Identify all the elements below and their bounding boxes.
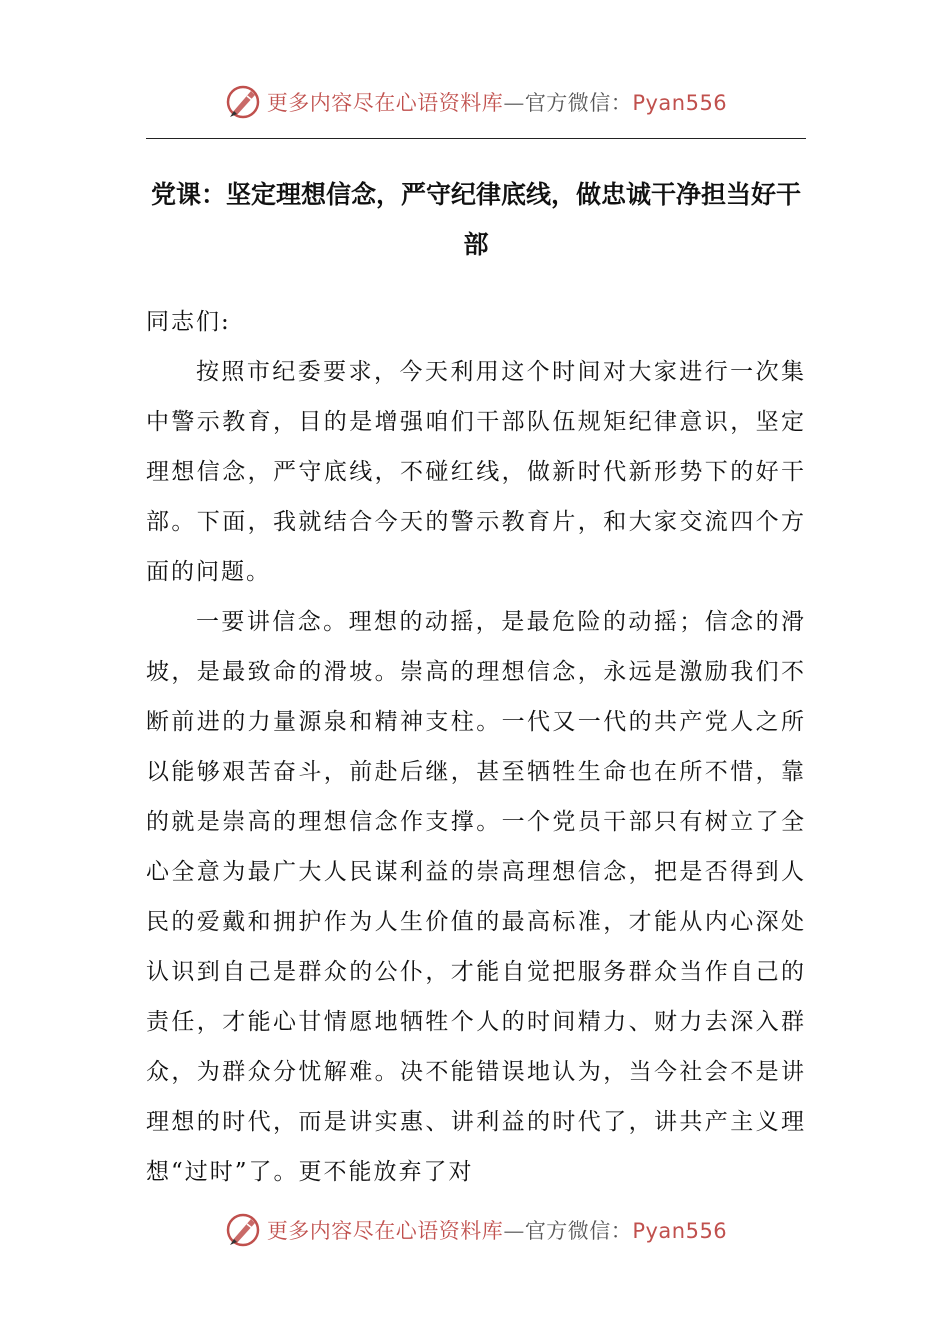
watermark-wechat-label: 官方微信： — [524, 1219, 633, 1243]
pen-seal-icon — [223, 1210, 263, 1250]
watermark-separator: — — [503, 1219, 525, 1243]
watermark-wechat-id: Pyan556 — [632, 1219, 728, 1243]
footer-watermark — [0, 1210, 950, 1250]
header-divider — [146, 138, 806, 139]
header-watermark — [0, 82, 950, 122]
pen-seal-icon — [223, 82, 263, 122]
document-title: 党课：坚定理想信念，严守纪律底线，做忠诚干净担当好干部 — [150, 180, 801, 259]
watermark-separator: — — [503, 91, 525, 115]
paragraph-intro: 按照市纪委要求，今天利用这个时间对大家进行一次集中警示教育，目的是增强咱们干部队伍规矩纪律意识，坚定理想信念，严守底线，不碰红线，做新时代新形势下的好干部。下面，我就结合今天的警示教育片，和大家交流四个方面的问题。 — [146, 359, 806, 585]
salutation: 同志们: — [146, 309, 231, 335]
watermark-wechat-label: 官方微信： — [524, 91, 633, 115]
watermark-main-text: 更多内容尽在心语资料库 — [266, 91, 504, 115]
document-body — [146, 297, 806, 1197]
watermark-main-text: 更多内容尽在心语资料库 — [266, 1219, 504, 1243]
watermark-wechat-id: Pyan556 — [632, 91, 728, 115]
paragraph-belief: 一要讲信念。理想的动摇，是最危险的动摇；信念的滑坡，是最致命的滑坡。崇高的理想信念，永远是激励我们不断前进的力量源泉和精神支柱。一代又一代的共产党人之所以能够艰苦奋斗，前赴后继，甚至牺牲生命也在所不惜，靠的就是崇高的理想信念作支撑。一个党员干部只有树立了全心全意为最广大人民谋利益的崇高理想信念，把是否得到人民的爱戴和拥护作为人生价值的最高标准，才能从内心深处认识到自己是群众的公仆，才能自觉把服务群众当作自己的责任，才能心甘情愿地牺牲个人的时间精力、财力去深入群众，为群众分忧解难。决不能错误地认为，当今社会不是讲理想的时代，而是讲实惠、讲利益的时代了，讲共产主义理想“过时”了。更不能放弃了对 — [146, 609, 806, 1185]
